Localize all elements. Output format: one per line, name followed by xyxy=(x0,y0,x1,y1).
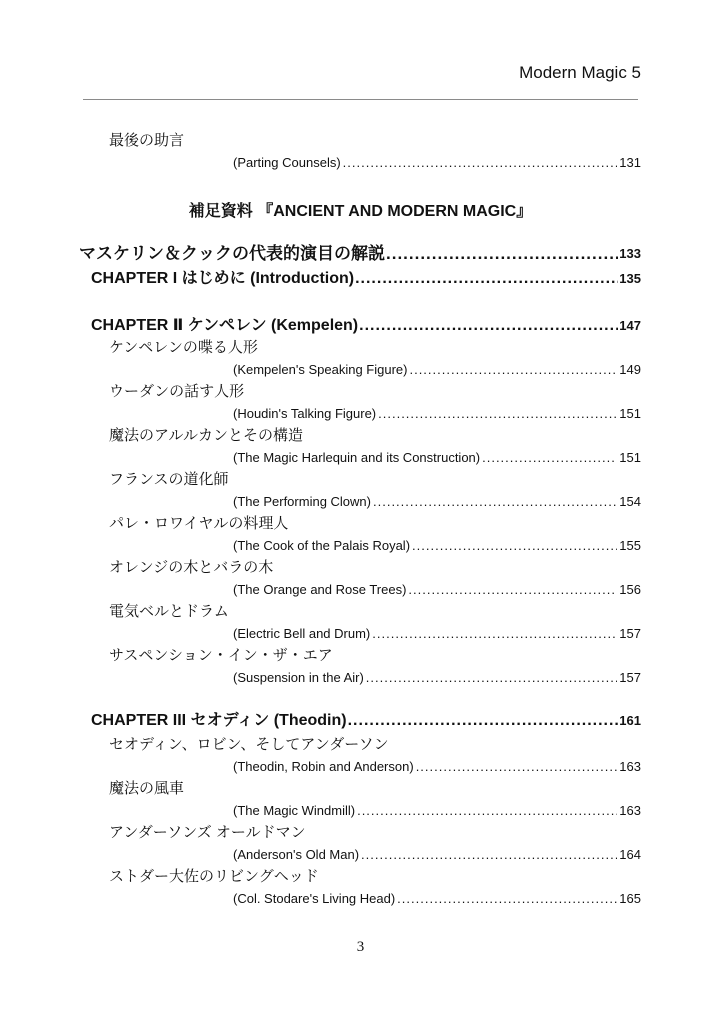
toc-entry-ja: 魔法のアルルカンとその構造 xyxy=(109,427,304,444)
toc-entry-page: 149 xyxy=(619,362,641,377)
dot-leader xyxy=(373,494,617,510)
toc-entry-page: 163 xyxy=(619,759,641,774)
chapter-1-heading[interactable] xyxy=(91,269,641,289)
dot-leader xyxy=(343,155,618,171)
chapter-2-page: 147 xyxy=(619,318,641,333)
chapter-3-title: CHAPTER III セオディン (Theodin) xyxy=(91,712,347,729)
toc-entry-en-text: (The Orange and Rose Trees) xyxy=(233,582,407,597)
toc-entry-ja: 魔法の風車 xyxy=(109,780,185,797)
dot-leader xyxy=(397,891,617,907)
chapter-1-page: 135 xyxy=(619,271,641,286)
toc-entry-page: 154 xyxy=(619,494,641,509)
toc-entry-en-text: (The Magic Harlequin and its Construction) xyxy=(233,450,481,465)
main-heading[interactable] xyxy=(79,244,641,264)
dot-leader xyxy=(348,711,619,731)
chapter-3-heading[interactable] xyxy=(91,711,641,731)
toc-entry-ja: セオディン、ロビン、そしてアンダーソン xyxy=(109,736,389,753)
chapter-3-page: 161 xyxy=(619,713,641,728)
toc-entry-en[interactable] xyxy=(233,362,641,378)
main-heading-page: 133 xyxy=(619,246,641,261)
toc-entry-ja: アンダーソンズ オールドマン xyxy=(109,824,306,841)
dot-leader xyxy=(372,626,617,642)
toc-entry-page: 157 xyxy=(619,670,641,685)
toc-entry-en[interactable] xyxy=(233,891,641,907)
dot-leader xyxy=(357,803,617,819)
toc-entry-page: 131 xyxy=(619,155,641,170)
toc-entry-en[interactable] xyxy=(233,538,641,554)
toc-entry-en[interactable] xyxy=(233,670,641,686)
chapter-2-title: CHAPTER Ⅱ ケンペレン (Kempelen) xyxy=(91,317,359,334)
dot-leader xyxy=(482,450,617,466)
toc-entry-en[interactable] xyxy=(233,494,641,510)
dot-leader xyxy=(355,269,618,289)
toc-entry-ja: パレ・ロワイヤルの料理人 xyxy=(109,515,289,532)
page-number: 3 xyxy=(356,939,365,955)
toc-entry-en[interactable] xyxy=(233,847,641,863)
toc-entry-en-text: (Parting Counsels) xyxy=(233,155,341,170)
toc-entry-en-text: (Electric Bell and Drum) xyxy=(233,626,371,641)
toc-entry-en-text: (The Magic Windmill) xyxy=(233,803,356,818)
toc-entry-en[interactable] xyxy=(233,406,641,422)
toc-entry-en-text: (Anderson's Old Man) xyxy=(233,847,360,862)
toc-entry-en-text: (Theodin, Robin and Anderson) xyxy=(233,759,414,774)
dot-leader xyxy=(366,670,618,686)
toc-entry-en-text: (The Performing Clown) xyxy=(233,494,371,509)
toc-entry-ja: ケンペレンの喋る人形 xyxy=(109,339,258,356)
main-heading-text: マスケリン＆クックの代表的演目の解説 xyxy=(79,244,385,263)
dot-leader xyxy=(361,847,617,863)
toc-entry-ja: 最後の助言 xyxy=(109,132,185,149)
dot-leader xyxy=(416,759,618,775)
toc-entry-en-text: (The Cook of the Palais Royal) xyxy=(233,538,411,553)
toc-entry-page: 157 xyxy=(619,626,641,641)
toc-entry-ja: ストダー大佐のリビングヘッド xyxy=(109,868,319,885)
toc-entry-en[interactable] xyxy=(233,626,641,642)
dot-leader xyxy=(359,316,618,336)
section-title: 補足資料 『ANCIENT AND MODERN MAGIC』 xyxy=(188,203,533,220)
dot-leader xyxy=(386,244,618,264)
toc-entry-page: 151 xyxy=(619,406,641,421)
toc-entry-page: 165 xyxy=(619,891,641,906)
toc-entry-en-text: (Col. Stodare's Living Head) xyxy=(233,891,396,906)
chapter-1-title: CHAPTER I はじめに (Introduction) xyxy=(91,270,355,287)
toc-entry-en[interactable] xyxy=(233,759,641,775)
toc-entry-page: 163 xyxy=(619,803,641,818)
toc-entry-ja: オレンジの木とバラの木 xyxy=(109,559,274,576)
dot-leader xyxy=(412,538,617,554)
toc-entry-page: 151 xyxy=(619,450,641,465)
dot-leader xyxy=(378,406,617,422)
toc-entry-page: 155 xyxy=(619,538,641,553)
chapter-2-heading[interactable] xyxy=(91,316,641,336)
header-rule xyxy=(83,99,638,100)
dot-leader xyxy=(408,582,617,598)
toc-entry-en-text: (Suspension in the Air) xyxy=(233,670,364,685)
toc-entry-en[interactable] xyxy=(233,803,641,819)
toc-entry-en[interactable] xyxy=(233,582,641,598)
toc-entry-ja: フランスの道化師 xyxy=(109,471,229,488)
toc-entry-page: 164 xyxy=(619,847,641,862)
toc-entry-ja: ウーダンの話す人形 xyxy=(109,383,245,400)
toc-entry-en[interactable] xyxy=(233,450,641,466)
toc-entry-en-text: (Houdin's Talking Figure) xyxy=(233,406,377,421)
toc-entry-page: 156 xyxy=(619,582,641,597)
toc-entry-ja: サスペンション・イン・ザ・エア xyxy=(109,647,333,664)
toc-entry-ja: 電気ベルとドラム xyxy=(109,603,229,620)
header-title: Modern Magic 5 xyxy=(519,63,641,82)
toc-entry-en-text: (Kempelen's Speaking Figure) xyxy=(233,362,408,377)
dot-leader xyxy=(409,362,617,378)
toc-entry-en[interactable] xyxy=(233,155,641,171)
